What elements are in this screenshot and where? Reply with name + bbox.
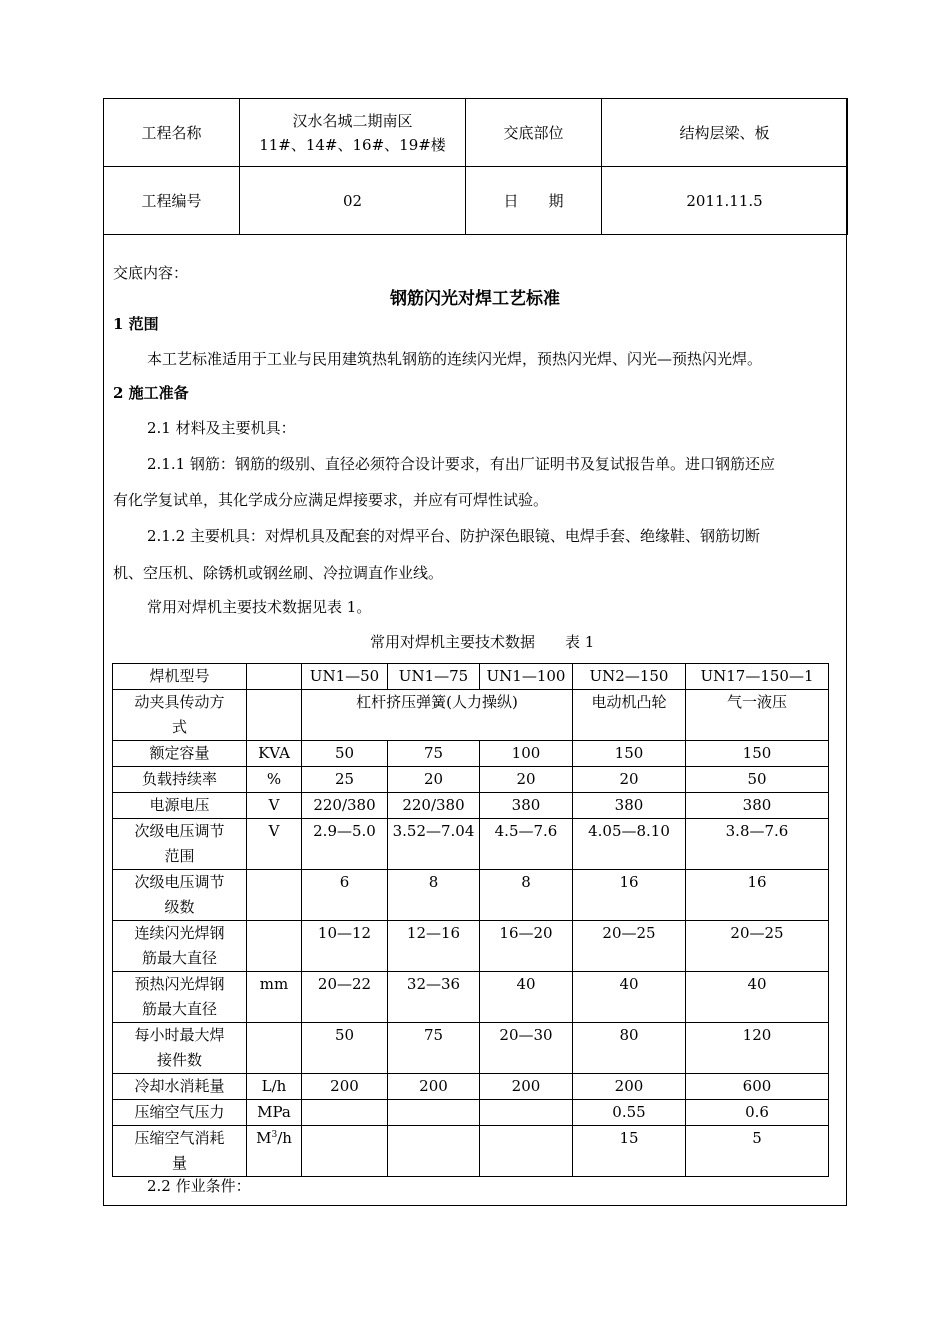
row-value: 8 xyxy=(480,870,573,921)
table-row xyxy=(113,819,829,870)
row-value: 200 xyxy=(302,1074,388,1100)
row-value xyxy=(480,1126,573,1177)
section-2-heading: 2 施工准备 xyxy=(113,384,189,402)
row-label-line1: 电源电压 xyxy=(149,796,210,814)
row-label-line2: 筋最大直径 xyxy=(141,1000,217,1018)
row-unit-text: V xyxy=(268,822,280,840)
row-value: 40 xyxy=(686,972,829,1023)
section-2-1: 2.1 材料及主要机具： xyxy=(147,419,296,437)
row-value: 4.5—7.6 xyxy=(480,819,573,870)
project-name-value xyxy=(240,99,466,167)
row-label xyxy=(113,741,247,767)
row-label-line2: 级数 xyxy=(164,898,195,916)
row-label-line1: 每小时最大焊 xyxy=(134,1026,225,1044)
row-value: 50 xyxy=(302,1023,388,1074)
drive-unit xyxy=(247,690,302,741)
row-value: 220/380 xyxy=(388,793,480,819)
section-2-1-1-line2: 有化学复试单，其化学成分应满足焊接要求，并应有可焊性试验。 xyxy=(113,491,549,509)
row-label xyxy=(113,793,247,819)
row-value: 200 xyxy=(388,1074,480,1100)
header-table xyxy=(103,98,848,235)
row-value: 380 xyxy=(686,793,829,819)
row-label-line1: 压缩空气压力 xyxy=(134,1103,225,1121)
row-value: 2.9—5.0 xyxy=(302,819,388,870)
row-unit xyxy=(247,1023,302,1074)
row-value xyxy=(302,1126,388,1177)
row-label xyxy=(113,1023,247,1074)
model-un1-50: UN1—50 xyxy=(302,664,388,690)
table-row xyxy=(113,921,829,972)
row-label-line2: 量 xyxy=(171,1154,187,1172)
row-label-line1: 次级电压调节 xyxy=(134,873,225,891)
table-row xyxy=(113,1100,829,1126)
table-row-drive xyxy=(113,690,829,741)
row-value: 3.52—7.04 xyxy=(388,819,480,870)
table-row xyxy=(113,972,829,1023)
row-value: 16—20 xyxy=(480,921,573,972)
row-value: 20—30 xyxy=(480,1023,573,1074)
row-value xyxy=(388,1100,480,1126)
row-unit-text: % xyxy=(266,770,282,788)
row-value: 0.6 xyxy=(686,1100,829,1126)
row-label-line2: 范围 xyxy=(164,847,195,865)
table-row xyxy=(113,870,829,921)
section-2-1-2-line2: 机、空压机、除锈机或钢丝刷、冷拉调直作业线。 xyxy=(113,564,444,582)
row-label-line1: 压缩空气消耗 xyxy=(134,1129,225,1147)
row-value xyxy=(480,1100,573,1126)
drive-un1: 杠杆挤压弹簧(人力操纵) xyxy=(302,690,573,741)
row-unit xyxy=(247,972,302,1023)
model-un1-75: UN1—75 xyxy=(388,664,480,690)
row-value: 4.05—8.10 xyxy=(573,819,686,870)
welder-specs-table xyxy=(112,663,829,1177)
row-unit xyxy=(247,1126,302,1177)
row-value: 8 xyxy=(388,870,480,921)
row-unit xyxy=(247,741,302,767)
drive-label xyxy=(113,690,247,741)
project-no-label: 工程编号 xyxy=(104,167,240,235)
row-unit-text: KVA xyxy=(258,744,290,762)
row-value: 380 xyxy=(480,793,573,819)
row-value: 40 xyxy=(480,972,573,1023)
row-label xyxy=(113,767,247,793)
row-unit xyxy=(247,1100,302,1126)
row-unit-text: L/h xyxy=(261,1077,287,1095)
row-value: 200 xyxy=(573,1074,686,1100)
row-value: 20 xyxy=(573,767,686,793)
project-name-label: 工程名称 xyxy=(104,99,240,167)
row-label-line1: 额定容量 xyxy=(149,744,210,762)
row-label-line1: 预热闪光焊钢 xyxy=(134,975,225,993)
row-label xyxy=(113,870,247,921)
row-value: 20—25 xyxy=(686,921,829,972)
project-name-line1: 汉水名城二期南区 xyxy=(292,111,413,130)
row-label xyxy=(113,921,247,972)
table-row xyxy=(113,1074,829,1100)
row-value: 80 xyxy=(573,1023,686,1074)
intro-label: 交底内容： xyxy=(113,264,189,282)
row-value: 20 xyxy=(388,767,480,793)
row-unit xyxy=(247,921,302,972)
row-value: 0.55 xyxy=(573,1100,686,1126)
row-label-line2: 接件数 xyxy=(156,1051,202,1069)
row-value xyxy=(388,1126,480,1177)
row-value: 16 xyxy=(686,870,829,921)
row-value: 16 xyxy=(573,870,686,921)
table-row xyxy=(113,767,829,793)
table-row xyxy=(113,793,829,819)
row-value xyxy=(302,1100,388,1126)
model-un17-150-1: UN17—150—1 xyxy=(686,664,829,690)
row-unit-text: mm xyxy=(259,975,289,993)
row-value: 15 xyxy=(573,1126,686,1177)
row-value: 12—16 xyxy=(388,921,480,972)
handover-part-value: 结构层梁、板 xyxy=(602,99,848,167)
row-value: 20—25 xyxy=(573,921,686,972)
row-unit xyxy=(247,767,302,793)
row-value: 50 xyxy=(686,767,829,793)
drive-un2: 电动机凸轮 xyxy=(573,690,686,741)
row-value: 40 xyxy=(573,972,686,1023)
row-unit xyxy=(247,870,302,921)
row-value: 150 xyxy=(686,741,829,767)
row-value: 3.8—7.6 xyxy=(686,819,829,870)
section-2-2: 2.2 作业条件： xyxy=(147,1177,251,1195)
row-label xyxy=(113,972,247,1023)
row-value: 32—36 xyxy=(388,972,480,1023)
row-unit-superscript: 3 xyxy=(271,1130,278,1140)
row-unit-text: M xyxy=(256,1129,272,1147)
model-un1-100: UN1—100 xyxy=(480,664,573,690)
row-value: 380 xyxy=(573,793,686,819)
table-row xyxy=(113,1126,829,1177)
table-row xyxy=(113,741,829,767)
row-value: 200 xyxy=(480,1074,573,1100)
section-1-heading: 1 范围 xyxy=(113,315,159,333)
row-label xyxy=(113,1126,247,1177)
row-value: 150 xyxy=(573,741,686,767)
date-label: 日 期 xyxy=(466,167,602,235)
row-value: 10—12 xyxy=(302,921,388,972)
row-label-line2: 筋最大直径 xyxy=(141,949,217,967)
model-un2-150: UN2—150 xyxy=(573,664,686,690)
table-row-model xyxy=(113,664,829,690)
row-label xyxy=(113,1100,247,1126)
drive-label-line1: 动夹具传动方 xyxy=(134,693,225,711)
row-value: 120 xyxy=(686,1023,829,1074)
row-value: 20 xyxy=(480,767,573,793)
row-value: 6 xyxy=(302,870,388,921)
row-value: 50 xyxy=(302,741,388,767)
row-value: 5 xyxy=(686,1126,829,1177)
row-unit-text: V xyxy=(268,796,280,814)
drive-label-line2: 式 xyxy=(171,718,187,736)
row-value: 25 xyxy=(302,767,388,793)
row-unit xyxy=(247,1074,302,1100)
model-label: 焊机型号 xyxy=(113,664,247,690)
drive-un17: 气一液压 xyxy=(686,690,829,741)
section-1-text: 本工艺标准适用于工业与民用建筑热轧钢筋的连续闪光焊，预热闪光焊、闪光—预热闪光焊。 xyxy=(147,350,763,368)
table-row xyxy=(113,1023,829,1074)
project-no-value: 02 xyxy=(240,167,466,235)
row-value: 220/380 xyxy=(302,793,388,819)
handover-part-label: 交底部位 xyxy=(466,99,602,167)
row-value: 75 xyxy=(388,741,480,767)
row-unit xyxy=(247,793,302,819)
model-unit xyxy=(247,664,302,690)
row-label-line1: 负载持续率 xyxy=(141,770,217,788)
section-2-1-2-line1: 2.1.2 主要机具：对焊机具及配套的对焊平台、防护深色眼镜、电焊手套、绝缘鞋、钢筋切断 xyxy=(147,527,760,545)
row-value: 75 xyxy=(388,1023,480,1074)
section-2-1-1-line1: 2.1.1 钢筋：钢筋的级别、直径必须符合设计要求，有出厂证明书及复试报告单。进口钢筋还应 xyxy=(147,455,775,473)
table-reference: 常用对焊机主要技术数据见表 1。 xyxy=(147,598,372,616)
table-caption: 常用对焊机主要技术数据 表 1 xyxy=(370,633,595,651)
row-unit-tail: /h xyxy=(277,1129,292,1147)
project-name-line2: 11#、14#、16#、19#楼 xyxy=(259,135,446,154)
row-value: 100 xyxy=(480,741,573,767)
date-value: 2011.11.5 xyxy=(602,167,848,235)
row-unit-text: MPa xyxy=(257,1103,291,1121)
row-label-line1: 冷却水消耗量 xyxy=(134,1077,225,1095)
row-label-line1: 连续闪光焊钢 xyxy=(134,924,225,942)
row-value: 20—22 xyxy=(302,972,388,1023)
row-label xyxy=(113,1074,247,1100)
row-label-line1: 次级电压调节 xyxy=(134,822,225,840)
row-value: 600 xyxy=(686,1074,829,1100)
row-unit xyxy=(247,819,302,870)
document-title: 钢筋闪光对焊工艺标准 xyxy=(390,289,560,309)
row-label xyxy=(113,819,247,870)
